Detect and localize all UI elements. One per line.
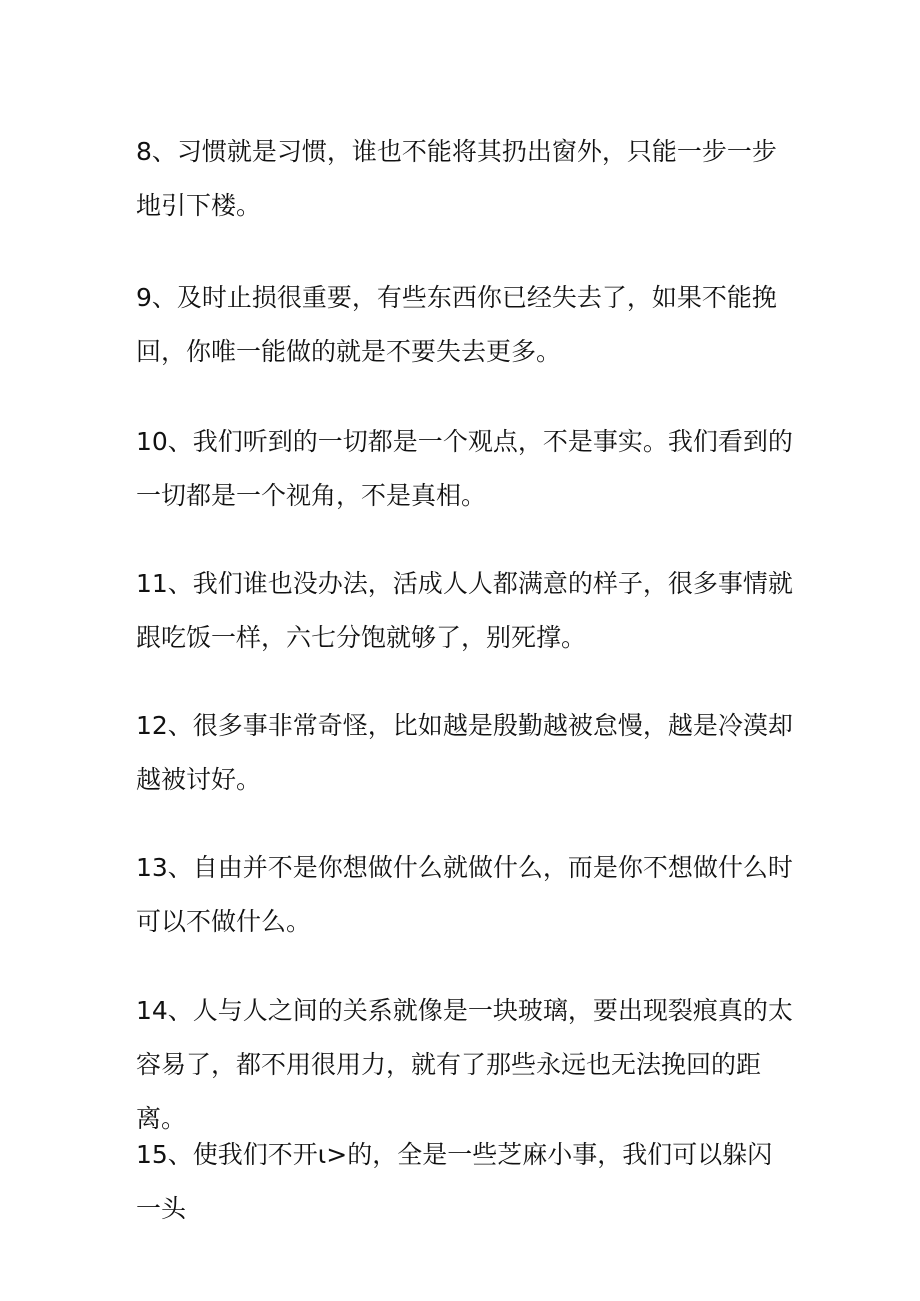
paragraph-11: 11、我们谁也没办法，活成人人都满意的样子，很多事情就跟吃饭一样，六七分饱就够了，别死撑。 bbox=[136, 569, 793, 652]
paragraph-9: 9、及时止损很重要，有些东西你已经失去了，如果不能挽回，你唯一能做的就是不要失去更多。 bbox=[136, 283, 777, 366]
paragraph-8: 8、习惯就是习惯，谁也不能将其扔出窗外，只能一步一步地引下楼。 bbox=[136, 137, 777, 220]
paragraph-10: 10、我们听到的一切都是一个观点，不是事实。我们看到的一切都是一个视角，不是真相。 bbox=[136, 427, 793, 510]
paragraph-12: 12、很多事非常奇怪，比如越是殷勤越被怠慢，越是冷漠却越被讨好。 bbox=[136, 711, 793, 794]
paragraph-14: 14、人与人之间的关系就像是一块玻璃，要出现裂痕真的太容易了，都不用很用力，就有了那些永远也无法挽回的距离。 bbox=[136, 996, 793, 1133]
paragraph-13: 13、自由并不是你想做什么就做什么，而是你不想做什么时可以不做什么。 bbox=[136, 853, 793, 936]
paragraph-15: 15、使我们不开ι>的，全是一些芝麻小事，我们可以躲闪一头 bbox=[136, 1140, 773, 1223]
